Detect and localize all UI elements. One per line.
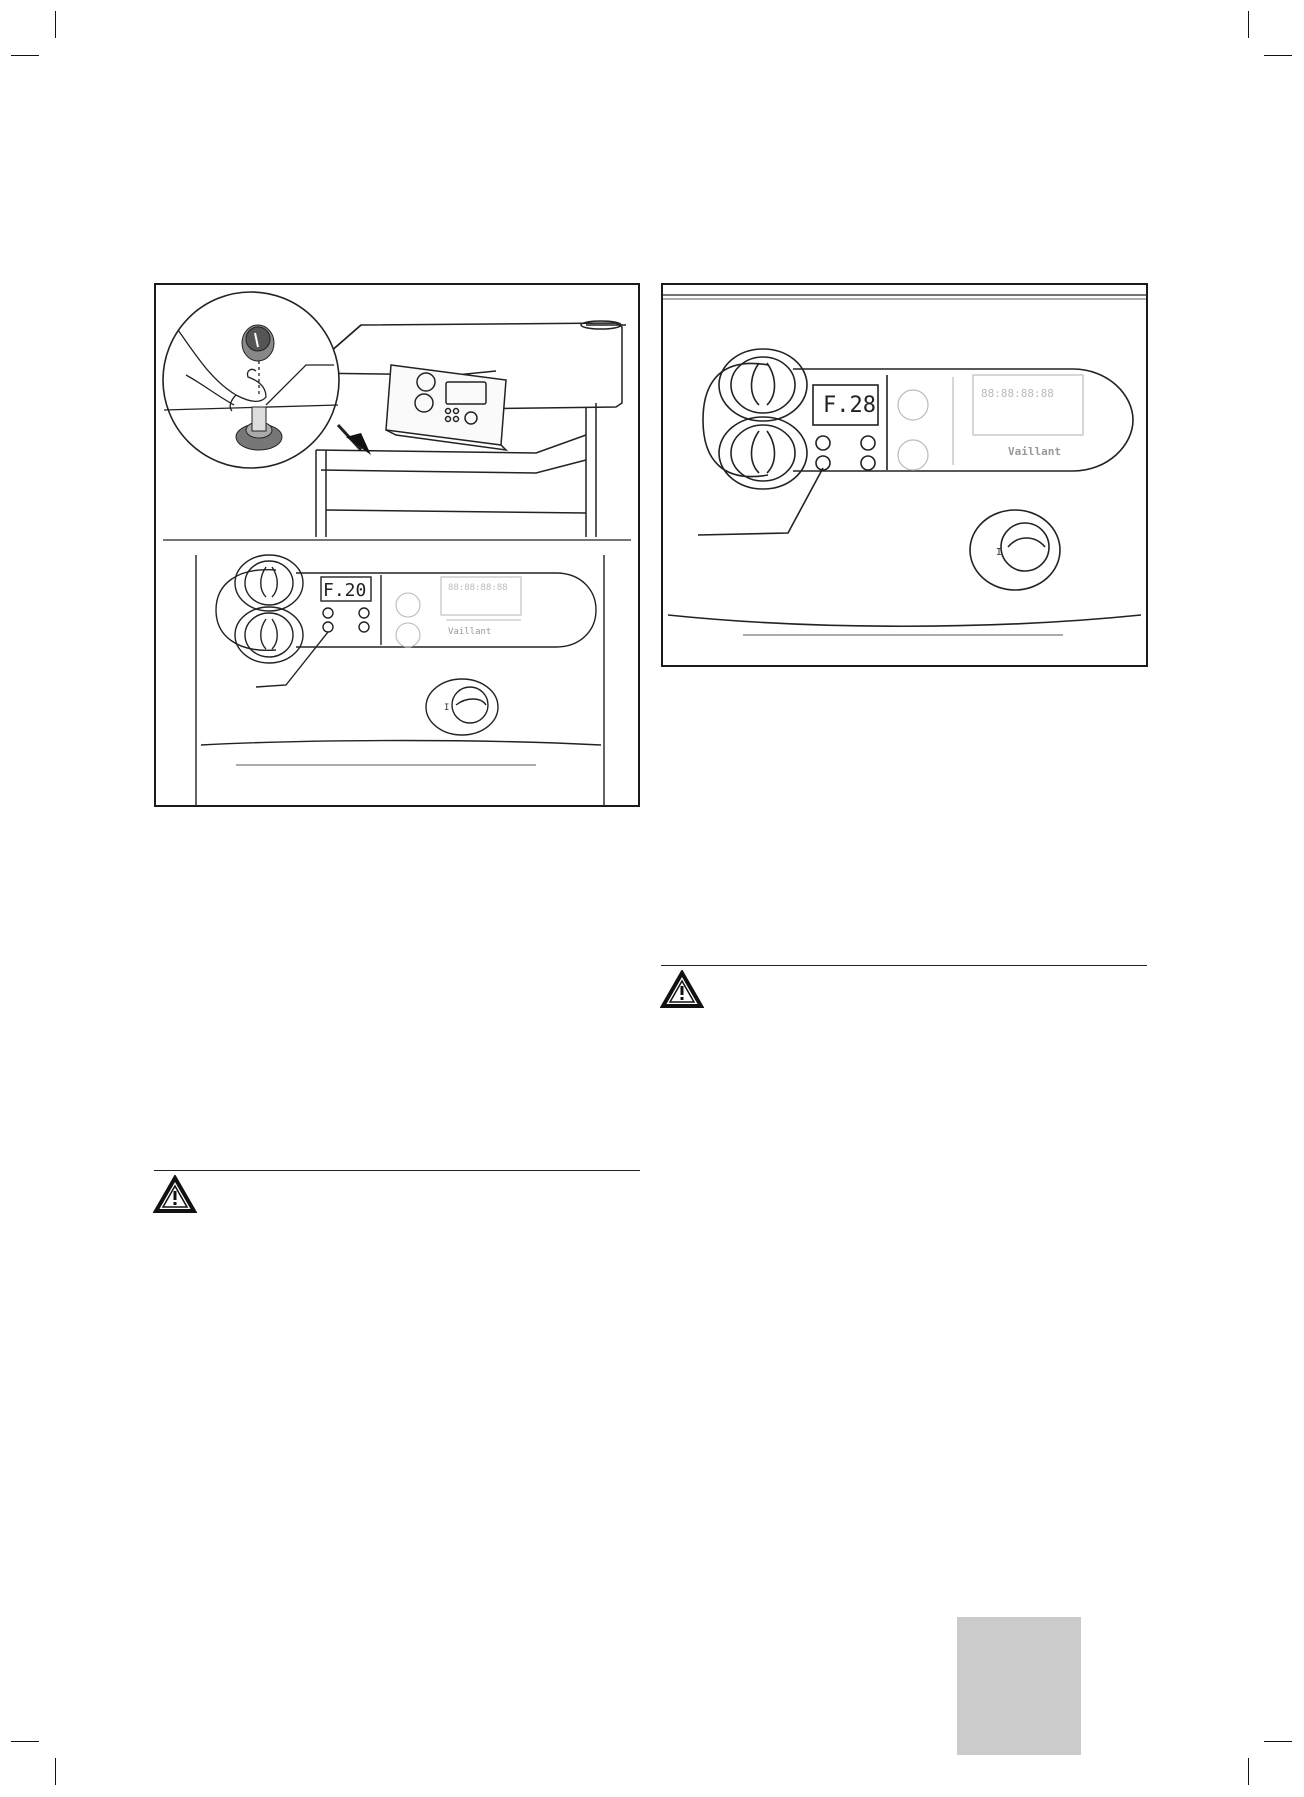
display-code: F.28 <box>823 393 876 418</box>
svg-text:Vaillant: Vaillant <box>448 627 492 637</box>
section-rule <box>661 965 1147 966</box>
crop-mark <box>55 1758 56 1785</box>
figure-left-illustration <box>156 285 638 805</box>
crop-mark <box>11 55 39 56</box>
svg-text:88:88:88:88: 88:88:88:88 <box>448 583 508 593</box>
brand-label: Vaillant <box>1008 445 1061 458</box>
figure-right-illustration <box>663 285 1146 665</box>
power-switch-label: I <box>444 703 450 713</box>
crop-mark <box>1248 1758 1249 1785</box>
power-switch-label: I <box>996 547 1003 558</box>
crop-mark <box>11 1741 39 1742</box>
svg-text:88:88:88:88: 88:88:88:88 <box>981 387 1054 400</box>
crop-mark <box>1264 55 1292 56</box>
crop-mark <box>55 11 56 38</box>
display-code: F.20 <box>323 580 367 601</box>
figure-left <box>154 283 640 807</box>
figure-right <box>661 283 1148 667</box>
crop-mark <box>1264 1741 1292 1742</box>
crop-mark <box>1248 11 1249 38</box>
page-tab-marker <box>957 1617 1081 1755</box>
section-rule <box>154 1170 640 1171</box>
warning-icon <box>660 970 704 1010</box>
warning-icon <box>153 1175 197 1215</box>
